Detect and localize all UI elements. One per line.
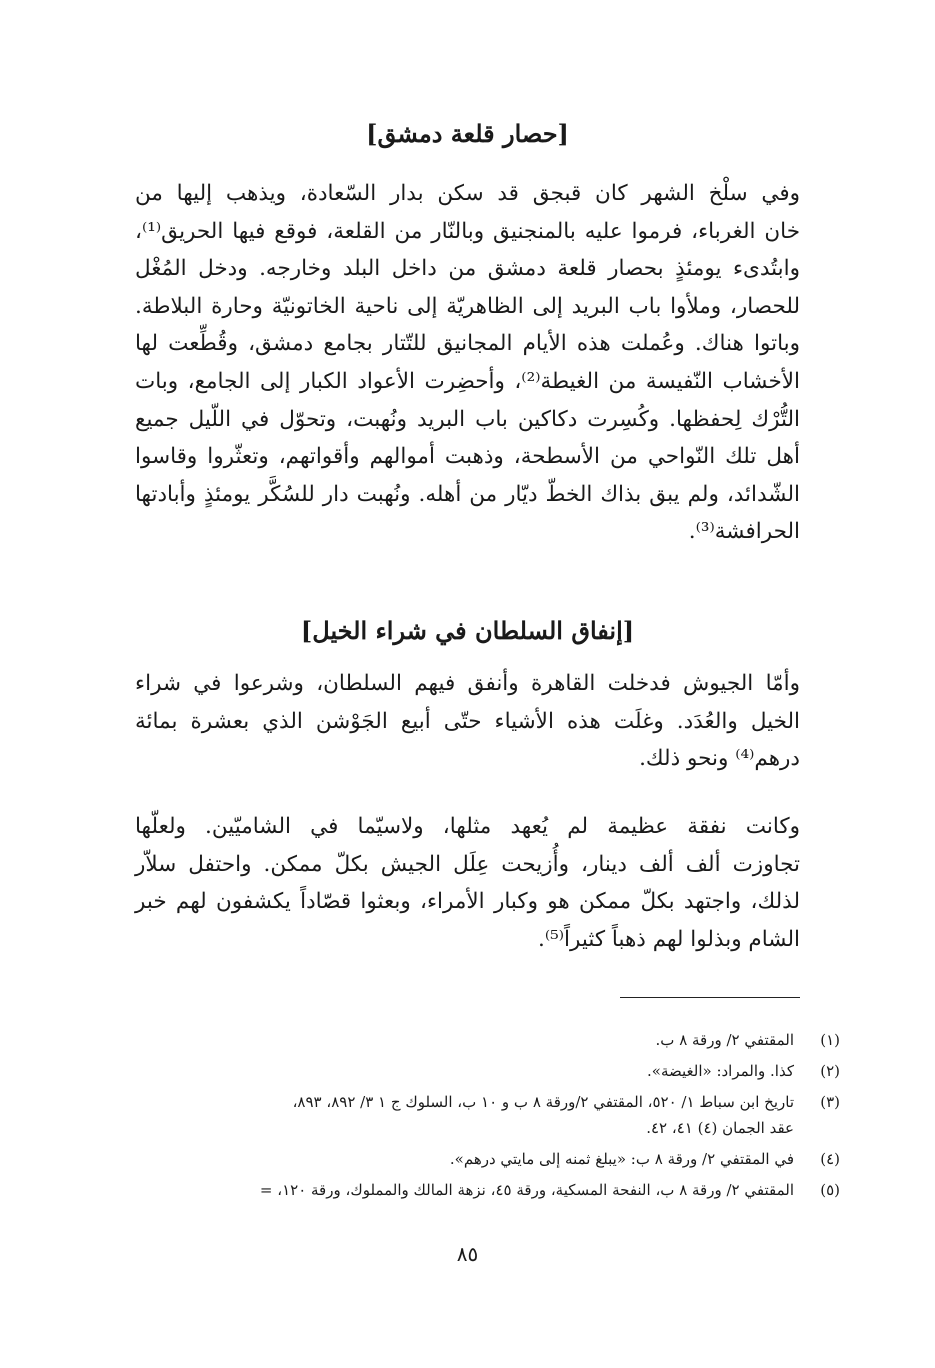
text-line: وباتوا هناك. وعُملت هذه الأيام المجانيق للتّتار بجامع دمشق، وقُطِّعت لها — [135, 331, 800, 357]
footnotes — [120, 1027, 840, 1208]
footnote-line: كذا. والمراد: «الغيضة». — [647, 1062, 794, 1080]
text-line: وأمّا الجيوش فدخلت القاهرة وأنفق فيهم السلطان، وشرعوا في شراء — [135, 671, 800, 696]
text-line: الشّدائد، ولم يبق بذاك الخطّ ديّار من أهله. ونُهبت دار للسُكَّر يومئذٍ وأبادتها — [135, 481, 800, 507]
footnote-line: المقتفي ٢/ ورقة ٨ ب. — [655, 1031, 794, 1049]
footnote-text — [120, 1027, 794, 1053]
footnote-line: في المقتفي ٢/ ورقة ٨ ب: «يبلغ ثمنه إلى مايتي درهم». — [449, 1150, 794, 1168]
text-line: أهل تلك النّواحي من الأسطحة، وذهبت أموالهم وأقواتهم، وتعثّروا وقاسوا — [135, 444, 800, 470]
text-line: الخيل والعُدَد. وغلَت هذه الأشياء حتّى أبيع الجَوْشن الذي بعشرة بمائة — [135, 708, 800, 734]
section-heading-horses: [إنفاق السلطان في شراء الخيل] — [300, 616, 635, 645]
paragraph-armies — [135, 665, 800, 778]
footnote-divider — [620, 997, 800, 998]
footnote-item — [120, 1027, 840, 1053]
paragraph-expenditure — [135, 808, 800, 958]
footnote-item — [120, 1089, 840, 1141]
footnote-item — [120, 1177, 840, 1203]
text-line: الشام وبذلوا لهم ذهباً كثيراً⁽⁵⁾. — [538, 926, 800, 952]
footnote-item — [120, 1146, 840, 1172]
footnote-line: المقتفي ٢/ ورقة ٨ ب، النفحة المسكية، ورقة ٤٥، نزهة المالك والمملوك، ورقة ١٢٠، = — [259, 1181, 794, 1199]
text-line: التُّرْك لِحفظها. وكُسِرت دكاكين باب البريد ونُهبت، وتحوّل في اللّيل جميع — [135, 406, 800, 432]
footnote-line: عقد الجمان (٤) ٤١، ٤٢. — [646, 1119, 794, 1137]
footnote-item — [120, 1058, 840, 1084]
footnote-text — [120, 1058, 794, 1084]
footnote-number: (٣) — [820, 1093, 840, 1111]
footnote-text — [120, 1089, 794, 1141]
text-line: وكانت نفقة عظيمة لم يُعهد مثلها، ولاسيّما في الشاميّين. ولعلّها — [135, 814, 800, 839]
text-line: للحصار، وملأوا باب البريد إلى الظاهريّة إلى ناحية الخاتونيّة وحارة البلاطة. — [135, 293, 800, 319]
text-line: الأخشاب النّفيسة من الغيطة⁽²⁾، وأحضِرت الأعواد الكبار إلى الجامع، وبات — [135, 368, 800, 394]
text-line: وفي سلْخ الشهر كان قبجق قد سكن بدار السّعادة، ويذهب إليها من — [135, 181, 800, 206]
footnote-number: (٤) — [820, 1150, 840, 1168]
footnote-number: (١) — [820, 1031, 840, 1049]
footnote-line: تاريخ ابن سباط ١/ ٥٢٠، المقتفي ٢/ورقة ٨ ب و ١٠ ب، السلوك ج ١ ٣/ ٨٩٢، ٨٩٣، — [292, 1093, 794, 1111]
text-line: لذلك، واجتهد بكلّ ممكن هو وكبار الأمراء، وبعثوا قصّاداً يكشفون لهم خبر — [135, 889, 800, 915]
text-line: درهم⁽⁴⁾ ونحو ذلك. — [639, 746, 800, 772]
paragraph-siege — [135, 175, 800, 551]
text-line: وابتُدىء يومئذٍ بحصار قلعة دمشق من داخل البلد وخارجه. ودخل المُغْل — [135, 256, 800, 282]
section-heading-siege: [حصار قلعة دمشق] — [366, 119, 569, 148]
text-line: تجاوزت ألف ألف دينار، وأُزيحت عِلَل الجيش بكلّ ممكن. واحتفل سلاّر — [135, 851, 800, 877]
footnote-text — [120, 1146, 794, 1172]
text-line: خان الغرباء، فرموا عليه بالمنجنيق وبالنّار من القلعة، فوقع فيها الحريق⁽¹⁾، — [135, 218, 800, 244]
footnote-number: (٥) — [820, 1181, 840, 1199]
page-number: ٨٥ — [456, 1242, 479, 1266]
text-line: الحرافشة⁽³⁾. — [688, 519, 800, 545]
footnote-text — [120, 1177, 794, 1203]
footnote-number: (٢) — [820, 1062, 840, 1080]
